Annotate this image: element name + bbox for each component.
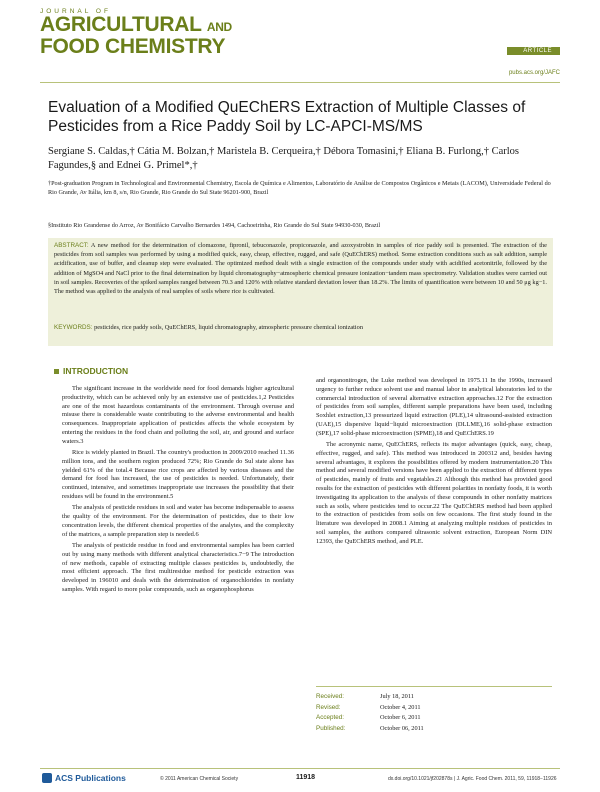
paper-title: Evaluation of a Modified QuEChERS Extraction of Multiple Classes of Pesticides from a Rice Paddy Soil by LC-APCI-MS/MS [48,99,526,135]
journal-name-and: AND [206,20,232,34]
journal-name-line-1 [40,15,270,37]
affiliation-2: §Instituto Rio Grandense do Arroz, Av Bonifácio Carvalho Bernardes 1494, Cachoeirinha, Rio Grande do Sul State 94930-030, Brazil [48,222,381,229]
affiliation-1: †Post-graduation Program in Technological and Environmental Chemistry, Escola de Química e Alimentos, Laboratório de Análise de Compostos Orgânicos e Metais (LACOM), Universidade Federal do Rio Grande, Av Itália, km 8, s/n, Rio Grande, Rio Grande do Sul State 96201-900, Brazil [48,180,551,196]
article-type-badge: ARTICLE [507,47,560,55]
section-square-icon [54,369,59,374]
footer-divider [40,768,560,769]
abstract-text: A new method for the determination of clomazone, fipronil, tebuconazole, propiconazole, and azoxystrobin in samples of rice paddy soil is presented. The extraction of the pesticides from soil samples was performed by using a modified quick, easy, cheap, effective, rugged, and safe (QuEChERS) method. Some extraction conditions such as salt addition, sample acidification, use of buffer, and cleanup step were evaluated. The optimized method dealt with a single extraction of the compounds under study with acidified acetonitrile, followed by the addition of MgSO4 and NaCl prior to the final determination by liquid chromatography−atmospheric chemical pressure ionization−tandem mass spectrometry. Validation studies were carried out in soil samples. Recoveries of the spiked samples ranged between 70.3 and 120% with relative standard deviation lower than 18.2%. The limits of quantification were between 10 and 50 μg kg−1. The method was applied to the analysis of real samples of soils where rice is cultivated. [54,242,547,296]
left-column [62,385,294,597]
date-label: Accepted: [316,714,345,721]
keywords-text: pesticides, rice paddy soils, QuEChERS, liquid chromatography, atmospheric pressure chemical ionization [94,324,363,331]
right-column [316,377,552,549]
date-label: Revised: [316,703,341,711]
publication-dates [316,686,552,734]
journal-logo [40,8,270,57]
date-row-received [316,692,552,703]
date-value: October 6, 2011 [380,714,421,721]
date-row-revised [316,703,552,714]
doi-citation[interactable]: dx.doi.org/10.1021/jf202878s | J. Agric. Food Chem. 2011, 59, 11918−11926 [388,776,557,782]
header-divider [40,82,560,83]
abstract [54,241,547,296]
journal-name-agricultural: AGRICULTURAL [40,13,202,36]
abstract-label: ABSTRACT: [54,242,89,249]
date-value: October 06, 2011 [380,724,424,732]
keywords [54,323,547,332]
copyright: © 2011 American Chemical Society [160,776,239,782]
paragraph: The acronymic name, QuEChERS, reflects its major advantages (quick, easy, cheap, effective, rugged, and safe). This method was introduced in 200312 and, besides having several advantages, it explores the possibilities offered by modern instrumentation.20 This method and several modified versions have been applied to the extraction of different types of pesticides, mainly of fruits and vegetables.21 Although this method has provided good results for the extraction of pesticides with different polarities in nonfatty foods, it is worth investigating its application to the analysis of these compounds in other nonfatty matrices such as soils, where pesticides tend to occur.22 The QuEChERS method had been applied to the extraction of pesticides from soils on few occasions. The first study found in the literature was developed in 2008.1 Aiming at analyzing multiple residues of pesticides in soil samples, the authors compared ultrasonic solvent extraction, European Norm DIN 12393, the QuEChERS method, and PLE. [316,441,552,545]
publisher-logo [42,773,126,783]
date-label: Published: [316,724,346,732]
paragraph: The analysis of pesticide residues in soil and water has become indispensable to assess the quality of the environment. For the determination of pesticides, due to their low concentration levels, the different chemical properties of the analytes, and the complexity of the matrices, a sample preparation step is needed.6 [62,504,294,538]
publisher-name: ACS Publications [55,773,126,783]
journal-name-line-2: FOOD CHEMISTRY [40,35,226,58]
journal-of-label: JOURNAL OF [40,8,111,15]
date-row-published [316,724,552,735]
acs-logo-icon [42,773,52,783]
paragraph: Rice is widely planted in Brazil. The country's production in 2009/2010 reached 11.36 million tons, and the southern region produced 72%; Rio Grande do Sul state alone has yielded 61% of the total.4 Because rice crops are affected by various diseases and the demand for food has increased, the use of pesticides is needed. Unfortunately, their continued, intensive, and sometimes inappropriate use increases the possibility that their residues will be found in the environment.5 [62,449,294,501]
paragraph: The analysis of pesticide residue in food and environmental samples has been carried out by using many methods with different analytical characteristics.7−9 The introduction of new methods, capable of extracting multiple classes pesticides is, undoubtedly, the most efficient approach. The first multiresidue method for pesticide extraction was developed in 196010 and deals with the determination of organochlorides in nonfatty samples. With regard to more polar compounds, such as organophosphorus [62,542,294,594]
paragraph: and organonitrogen, the Luke method was developed in 1975.11 In the 1990s, increased urgency to further reduce solvent use and manual labor in analytical laboratories led to the commercial introduction of several alternative extraction approaches.12 For the extraction of pesticides from soil samples, different sample preparations have been used, including Soxhlet extraction,13 pressurized liquid extraction (PLE),14 ultrasound-assisted extraction (UAE),15 dispersive liquid−liquid microextraction (DLLME),16 solid-phase extraction (SPE),17 solid-phase microextraction (SPME),18 and QuEChERS.19 [316,377,552,437]
introduction-heading: INTRODUCTION [63,366,129,376]
date-value: October 4, 2011 [380,703,421,711]
journal-url-link[interactable]: pubs.acs.org/JAFC [508,70,560,76]
page-number: 11918 [296,774,316,781]
paragraph: The significant increase in the worldwide need for food demands higher agricultural productivity, which can be achieved only by an extensive use of pesticides.1,2 Pesticides are one of the most hazardous contaminants of the environment. Through overuse and misuse there is considerable waste contributing to the adverse environmental and health consequences. Inappropriate application of pesticides affects the whole ecosystem by entering the residues in the food chain and polluting the soil, air, and ground and surface waters.3 [62,385,294,445]
keywords-label: KEYWORDS: [54,324,93,331]
date-value: July 18, 2011 [380,693,414,700]
date-row-accepted [316,713,552,724]
date-label: Received: [316,693,345,700]
author-list: Sergiane S. Caldas,† Cátia M. Bolzan,† Maristela B. Cerqueira,† Débora Tomasini,† Eliana B. Furlong,† Carlos Fagundes,§ and Ednei G. Primel*,† [48,146,520,171]
